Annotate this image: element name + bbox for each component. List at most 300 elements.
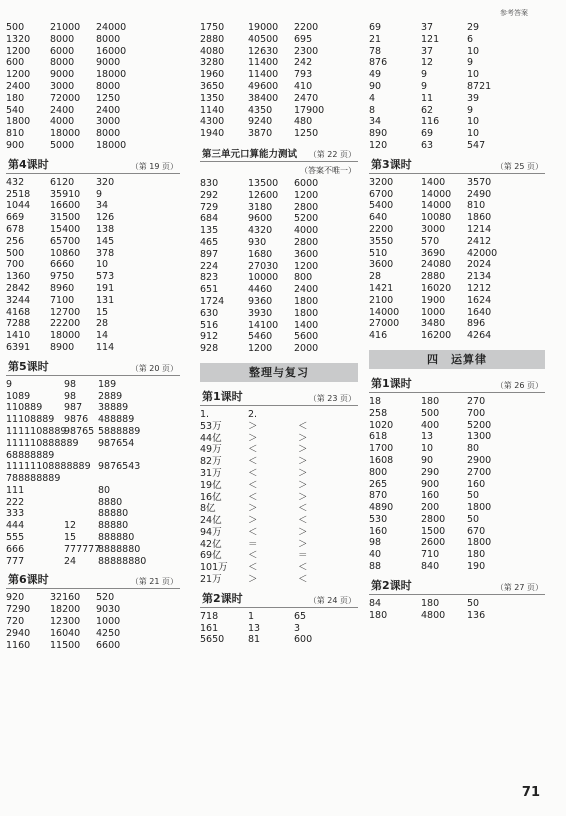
answer-cell: 14000 [369,306,400,318]
answer-row [369,598,545,610]
answer-cell: 678 [6,223,25,235]
answer-row [6,69,180,81]
answer-cell: 28 [369,271,382,283]
answer-cell: 10 [467,45,480,57]
answer-cell: 987654 [98,437,135,449]
answer-cell: 1680 [248,248,273,260]
answer-cell: 120 [369,139,388,151]
answer-cell: 8960 [50,282,75,294]
lesson6-rows [6,592,180,651]
answer-cell: 88880 [98,508,129,520]
answer-cell: 573 [96,271,115,283]
answer-cell: 6000 [294,177,319,189]
answer-cell: 290 [421,466,440,478]
answer-cell: 16020 [421,282,452,294]
answer-row [200,178,358,190]
answer-cell: 69 [369,22,382,33]
answer-cell: 180 [467,549,486,561]
answer-cell: 5650 [200,634,225,646]
answer-cell: 8000 [50,57,75,69]
answer-cell: 13 [421,431,434,443]
answer-cell: 1200 [6,45,31,57]
answer-cell: 1. [200,408,210,420]
review2-rows [200,611,358,646]
answer-row [369,295,545,307]
answer-cell: 912 [200,331,219,343]
answer-cell: 2900 [467,454,492,466]
answer-cell: 700 [467,407,486,419]
answer-cell: 1800 [467,502,492,514]
answer-cell: 21 [369,33,382,45]
section-title-laws2 [369,577,545,595]
answer-cell: 5888889 [98,425,141,437]
answer-cell: ＞ [248,515,258,527]
section-title-lesson6 [6,571,180,589]
answer-cell: ＜ [248,444,258,456]
answer-row [200,320,358,332]
answer-cell: ＞ [298,432,308,444]
answer-row [200,69,358,81]
answer-cell: 2940 [6,627,31,639]
answer-cell: 718 [200,610,219,622]
answer-cell: ＞ [248,574,258,586]
answer-cell: 793 [294,69,313,81]
answer-cell: 200 [421,502,440,514]
section-title-lesson4 [6,156,180,174]
section-page: （第 22 页） [308,149,356,159]
answer-cell: 897 [200,248,219,260]
answer-cell: 17900 [294,104,325,116]
answer-cell: 1700 [369,443,394,455]
answer-cell: 720 [6,616,25,628]
answer-cell: 8888880 [98,543,141,555]
answer-cell: 1800 [6,116,31,128]
answer-row [6,81,180,93]
answer-row [6,248,180,260]
answer-row [200,105,358,117]
answer-cell: 10860 [50,247,81,259]
answer-cell: 9360 [248,295,273,307]
answer-cell: 1400 [421,176,446,188]
lesson3-rows [369,177,545,342]
answer-cell: 13500 [248,177,279,189]
answer-cell: 4300 [200,116,225,128]
section-title-review1 [200,388,358,406]
answer-cell: 88 [369,561,382,573]
answer-cell: 6000 [50,45,75,57]
answer-cell: 31500 [50,212,81,224]
column-3 [369,22,545,621]
answer-row [369,212,545,224]
answer-cell: 11400 [248,57,279,69]
answer-cell: 2842 [6,282,31,294]
answer-cell: 416 [369,330,388,342]
answer-cell: 4460 [248,284,273,296]
answer-cell: 1410 [6,330,31,342]
answer-cell: 191 [96,282,115,294]
answer-cell: 1020 [369,419,394,431]
section-title-lesson5 [6,358,180,376]
answer-cell: 69亿 [200,550,222,562]
answer-row [6,22,180,34]
laws1-rows [369,396,545,573]
answer-cell: 2200 [369,223,394,235]
answer-cell: 3280 [200,57,225,69]
answer-note: （答案不唯一） [300,165,356,175]
answer-cell: 1250 [294,128,319,140]
answer-cell: 400 [421,419,440,431]
answer-cell: 2400 [6,80,31,92]
answer-cell: 618 [369,431,388,443]
answer-cell: 3930 [248,307,273,319]
answer-row [200,308,358,320]
answer-cell: 160 [369,525,388,537]
column-1 [6,22,180,651]
answer-cell: 333 [6,508,25,520]
answer-cell: 800 [369,466,388,478]
answer-cell: 37 [421,45,434,57]
answer-cell: 2800 [294,236,319,248]
answer-cell: 50 [467,597,480,609]
answer-cell: 480 [294,116,313,128]
answer-row [369,610,545,622]
answer-cell: ＜ [248,491,258,503]
answer-cell: 160 [467,478,486,490]
answer-cell: ＞ [248,420,258,432]
answer-cell: 258 [369,407,388,419]
answer-cell: 5460 [248,331,273,343]
answer-cell: 695 [294,33,313,45]
answer-cell: 2518 [6,188,31,200]
answer-cell: 38889 [98,402,129,414]
answer-row [369,34,545,46]
answer-cell: 2100 [369,294,394,306]
answer-cell: 15 [96,306,109,318]
answer-row [6,46,180,58]
answer-cell: 570 [421,235,440,247]
answer-row [6,438,180,450]
answer-row [6,318,180,330]
answer-cell: 788888889 [6,473,61,485]
answer-cell: ＜ [248,467,258,479]
answer-cell: 1940 [200,128,225,140]
answer-cell: 1624 [467,294,492,306]
answer-cell: 12 [421,57,434,69]
answer-cell: 900 [421,478,440,490]
answer-row [369,128,545,140]
answer-row [369,177,545,189]
answer-cell: 39 [467,92,480,104]
answer-row [200,456,358,468]
answer-cell: 35910 [50,188,81,200]
answer-cell: 265 [369,478,388,490]
answer-cell: 18000 [50,330,81,342]
answer-cell: 7290 [6,604,31,616]
answer-cell: 49万 [200,444,222,456]
answer-cell: 31万 [200,467,222,479]
answer-cell: ＜ [298,562,308,574]
answer-row [369,490,545,502]
section-title: 第6课时 [8,573,49,587]
answer-cell: 1214 [467,223,492,235]
answer-cell: 21万 [200,574,222,586]
answer-row [200,261,358,273]
answer-cell: 5200 [467,419,492,431]
answer-row [200,527,358,539]
answer-cell: 651 [200,284,219,296]
answer-cell: 1350 [200,92,225,104]
section-title-lesson3 [369,156,545,174]
answer-cell: 888880 [98,532,135,544]
answer-cell: 3600 [369,259,394,271]
answer-cell: 4000 [50,116,75,128]
answer-cell: 18000 [50,128,81,140]
answer-cell: 94万 [200,526,222,538]
answer-cell: 110889 [6,402,43,414]
answer-cell: 16600 [50,200,81,212]
answer-row [200,225,358,237]
answer-cell: 63 [421,139,434,151]
answer-cell: 1200 [248,343,273,355]
answer-cell: 630 [200,307,219,319]
rows-top [369,22,545,152]
answer-cell: 810 [467,200,486,212]
answer-row [200,562,358,574]
answer-cell: 98 [64,378,77,390]
answer-cell: 3000 [421,223,446,235]
section-banner-operation-laws: 四 运算律 [369,350,545,369]
answer-cell: 50 [467,513,480,525]
answer-row [200,249,358,261]
answer-cell: 8 [369,104,376,116]
answer-row [6,592,180,604]
answer-cell: 14100 [248,319,279,331]
answer-row [369,200,545,212]
answer-cell: 135 [200,225,219,237]
answer-cell [64,450,98,462]
answer-cell: 540 [6,104,25,116]
answer-row [6,379,180,391]
answer-row [200,22,358,34]
answer-cell: ＞ [298,538,308,550]
answer-cell: 1160 [6,639,31,651]
answer-cell [64,473,98,485]
answer-row [200,433,358,445]
answer-row [200,284,358,296]
laws2-rows [369,598,545,622]
answer-row [6,212,180,224]
answer-row [6,628,180,640]
answer-cell: 1250 [96,92,121,104]
answer-cell: 410 [294,80,313,92]
answer-cell: 6 [467,33,474,45]
answer-cell: 84 [369,597,382,609]
answer-cell: ＞ [298,467,308,479]
answer-cell: 10 [96,259,109,271]
answer-cell: 669 [6,212,25,224]
answer-row [6,271,180,283]
review1-head [200,409,358,421]
answer-cell: 900 [6,139,25,151]
answer-cell: 870 [369,490,388,502]
answer-cell: 1044 [6,200,31,212]
answer-row [369,46,545,58]
answer-cell: ＞ [298,456,308,468]
section-title: 第1课时 [371,376,412,390]
answer-row [369,537,545,549]
answer-cell: 1212 [467,282,492,294]
section-title: 第2课时 [371,578,412,592]
answer-cell: 12600 [248,189,279,201]
answer-cell: 2880 [200,33,225,45]
answer-cell: 50 [467,490,480,502]
answer-cell: 11500 [50,639,81,651]
answer-row [200,57,358,69]
answer-row [200,237,358,249]
answer-cell: 1360 [6,271,31,283]
answer-cell: 224 [200,260,219,272]
answer-row [6,342,180,354]
answer-cell: 3870 [248,128,273,140]
section-title-review2 [200,590,358,608]
answer-cell: 121 [421,33,440,45]
section-title: 第4课时 [8,157,49,171]
answer-cell: 131 [96,294,115,306]
answer-cell: 930 [248,236,267,248]
answer-row [369,318,545,330]
answer-cell: 10080 [421,212,452,224]
answer-cell: 10 [467,69,480,81]
answer-cell [64,497,98,509]
answer-cell: 3690 [421,247,446,259]
answer-cell: 2800 [294,201,319,213]
answer-cell: 1750 [200,22,225,33]
answer-row [369,57,545,69]
answer-cell: 160 [421,490,440,502]
answer-cell: 24000 [96,22,127,33]
answer-cell: 777 [6,555,25,567]
answer-row [369,443,545,455]
answer-cell: 4080 [200,45,225,57]
answer-cell: 9000 [50,69,75,81]
answer-cell: 8900 [50,341,75,353]
answer-cell: 1421 [369,282,394,294]
answer-cell: 896 [467,318,486,330]
answer-cell: 12630 [248,45,279,57]
answer-row [369,420,545,432]
answer-cell: 1860 [467,212,492,224]
answer-row [6,402,180,414]
answer-row [6,200,180,212]
answer-cell: 82万 [200,456,222,468]
answer-cell: 432 [6,176,25,188]
answer-cell: 1400 [294,319,319,331]
answer-cell: 710 [421,549,440,561]
answer-row [200,503,358,515]
answer-cell: 24亿 [200,515,222,527]
review1-rows [200,421,358,586]
answer-cell: 5600 [294,331,319,343]
answer-row [6,461,180,473]
answer-cell: 729 [200,201,219,213]
answer-cell: 1140 [200,104,225,116]
answer-cell: 928 [200,343,219,355]
answer-cell: 1000 [421,306,446,318]
section-title: 第三单元口算能力测试 [202,148,298,160]
answer-cell: 5400 [369,200,394,212]
answer-cell: 2024 [467,259,492,271]
answer-row [369,248,545,260]
answer-row [200,421,358,433]
answer-row [6,544,180,556]
answer-cell: 1111108889 [6,425,67,437]
answer-row [200,331,358,343]
answer-cell: 42000 [467,247,498,259]
answer-cell: 29 [467,22,480,33]
answer-cell: 12700 [50,306,81,318]
answer-cell: ＞ [298,491,308,503]
answer-cell: 1800 [467,537,492,549]
answer-cell: 2134 [467,271,492,283]
answer-cell: 145 [96,235,115,247]
answer-cell: 38400 [248,92,279,104]
answer-row [369,93,545,105]
answer-cell [98,473,180,485]
answer-row [369,330,545,342]
answer-row [6,116,180,128]
section-title-laws1 [369,375,545,393]
answer-cell: ＞ [298,479,308,491]
answer-row [6,236,180,248]
answer-cell: 10 [421,443,434,455]
lesson5-rows [6,379,180,568]
answer-row [200,468,358,480]
answer-cell: 3 [294,622,301,634]
answer-cell: 2800 [421,513,446,525]
answer-cell: 9 [6,378,13,390]
answer-row [200,492,358,504]
answer-cell: 53万 [200,420,222,432]
answer-cell: 640 [369,212,388,224]
answer-cell: 28 [96,318,109,330]
section-page: （第 25 页） [495,161,543,171]
answer-cell: 9750 [50,271,75,283]
answer-cell: 14000 [421,200,452,212]
answer-cell: 24080 [421,259,452,271]
answer-cell: 8000 [96,33,121,45]
answer-cell: ＞ [248,503,258,515]
answer-cell: 72000 [50,92,81,104]
answer-cell [64,438,98,450]
answer-cell: 18000 [96,69,127,81]
answer-cell: 666 [6,543,25,555]
answer-cell: 6660 [50,259,75,271]
answer-row [369,408,545,420]
answer-cell: 5200 [294,213,319,225]
answer-cell: ＞ [298,444,308,456]
answer-cell: 1300 [467,431,492,443]
answer-row [369,22,545,34]
answer-cell: 62 [421,104,434,116]
answer-row [200,128,358,140]
answer-cell: 777777 [64,543,101,555]
answer-cell: 88880 [98,520,129,532]
section-banner-review: 整理与复习 [200,363,358,382]
answer-cell: ＜ [298,515,308,527]
answer-cell: 49600 [248,80,279,92]
answer-cell: 2490 [467,188,492,200]
answer-row [369,561,545,573]
